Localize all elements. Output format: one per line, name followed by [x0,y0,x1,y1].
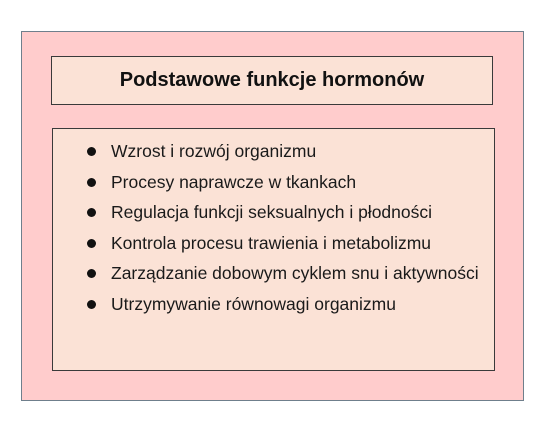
list-item [53,167,486,198]
list-item-label: Wzrost i rozwój organizmu [111,141,317,161]
bullet-icon [87,239,96,248]
list-item-label: Kontrola procesu trawienia i metabolizmu [111,232,432,253]
functions-list-box [52,128,495,371]
page-title: Podstawowe funkcje hormonów [119,69,425,91]
bullet-icon [87,178,96,187]
list-item-label: Zarządzanie dobowym cyklem snu i aktywności [111,263,479,283]
list-item [53,289,486,320]
list-item [53,258,486,289]
list-item [53,228,486,259]
list-item-label: Utrzymywanie równowagi organizmu [111,293,396,314]
list-item-label: Procesy naprawcze w tkankach [111,171,357,192]
list-item [53,197,486,228]
list-item-label: Regulacja funkcji seksualnych i płodności [111,202,433,222]
list-item [53,136,486,167]
bullet-icon [87,208,96,217]
bullet-icon [87,300,96,309]
bullet-icon [87,147,96,156]
bullet-icon [87,269,96,278]
functions-list [53,136,486,319]
title-box [51,56,493,105]
